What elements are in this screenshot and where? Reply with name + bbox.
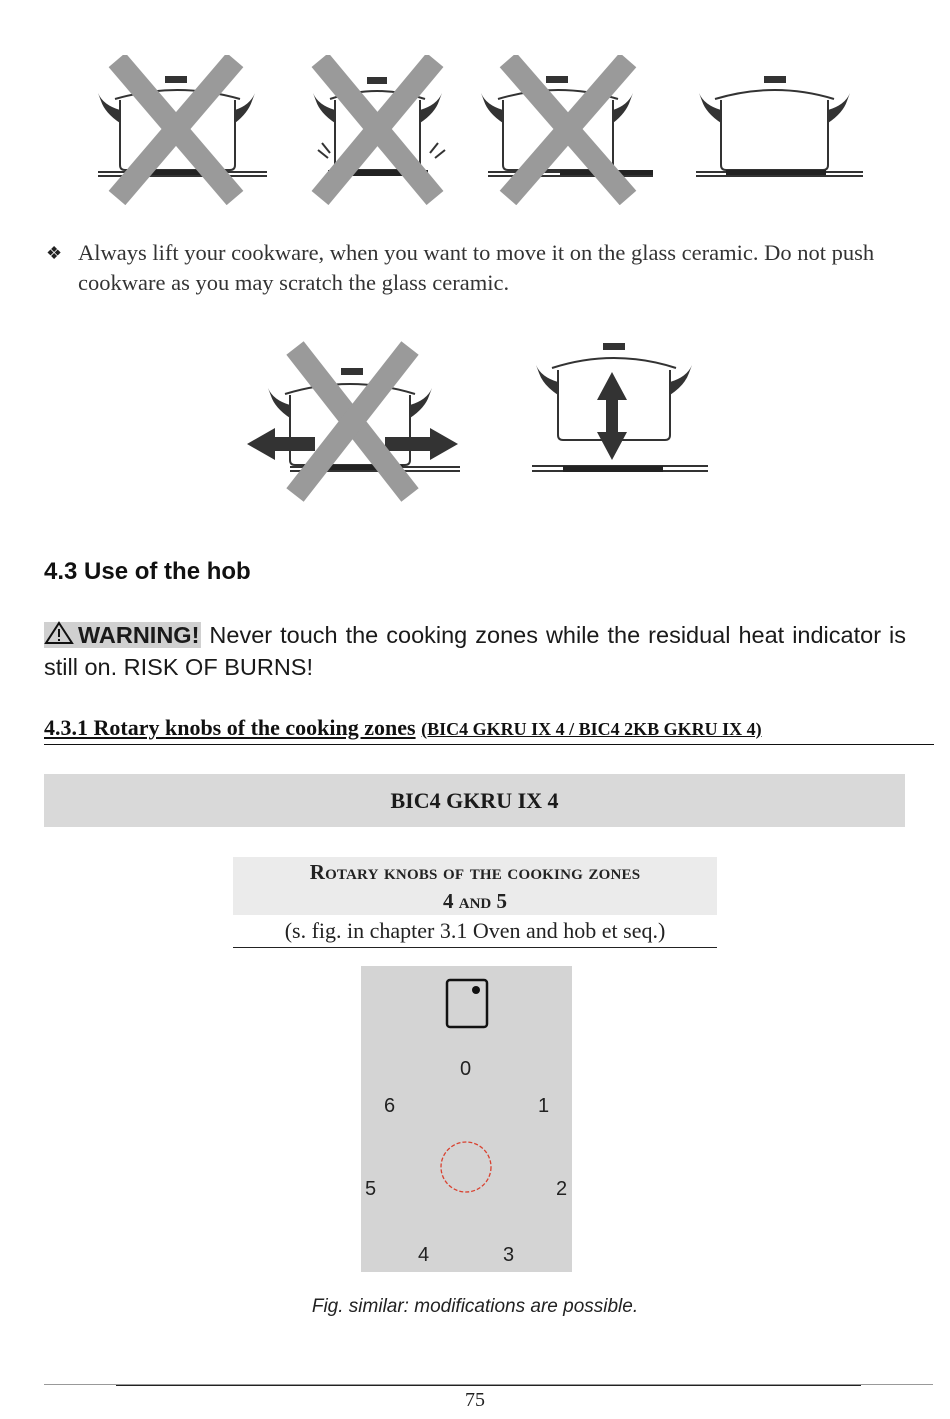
knob-position-0: 0 — [460, 1058, 472, 1080]
subsection-heading — [44, 715, 934, 745]
bullet-paragraph — [46, 238, 908, 298]
knob-caption-zones: 4 and 5 — [443, 889, 507, 913]
knob-position-6: 6 — [384, 1095, 396, 1117]
pot-too-small-wrong-icon — [300, 55, 475, 205]
warning-label: WARNING! — [78, 622, 200, 648]
knob-panel — [361, 966, 572, 1272]
rotary-knob-circle-icon[interactable] — [438, 1139, 494, 1195]
knob-position-1: 1 — [538, 1095, 550, 1117]
pot-push-wrong-icon — [245, 340, 460, 502]
knob-caption-reference: (s. fig. in chapter 3.1 Oven and hob et seq.) — [233, 915, 717, 947]
warning-text: Never touch the cooking zones while the residual heat indicator is still on. RISK OF BURNS! — [44, 622, 906, 680]
knob-position-4: 4 — [418, 1244, 430, 1266]
pot-off-center-wrong-icon — [478, 55, 653, 205]
warning-triangle-icon — [44, 621, 74, 645]
warning-badge — [44, 622, 201, 648]
pot-too-large-wrong-icon — [95, 55, 270, 205]
footer-divider-inner — [116, 1385, 861, 1386]
knob-position-2: 2 — [556, 1178, 568, 1200]
model-bar — [44, 774, 905, 827]
page-number: 75 — [465, 1389, 485, 1411]
section-title: 4.3 Use of the hob — [44, 558, 251, 585]
knob-caption — [233, 857, 717, 948]
pot-lift-correct-icon — [530, 340, 710, 480]
cooking-zone-indicator-icon — [445, 978, 489, 1030]
pot-correct-icon — [693, 55, 868, 205]
warning-paragraph — [44, 619, 906, 683]
bullet-symbol: ❖ — [46, 243, 63, 263]
model-bar-label: BIC4 GKRU IX 4 — [390, 788, 559, 813]
bullet-text: Always lift your cookware, when you want to move it on the glass ceramic. Do not push cookware as you may scratch the glass ceramic. — [78, 240, 875, 295]
subsection-models: (BIC4 GKRU IX 4 / BIC4 2KB GKRU IX 4) — [421, 719, 762, 739]
subsection-title: 4.3.1 Rotary knobs of the cooking zones — [44, 715, 416, 740]
figure-note: Fig. similar: modifications are possible. — [311, 1296, 639, 1317]
knob-position-3: 3 — [503, 1244, 515, 1266]
knob-caption-title: Rotary knobs of the cooking zones — [309, 860, 641, 884]
knob-position-5: 5 — [365, 1178, 377, 1200]
